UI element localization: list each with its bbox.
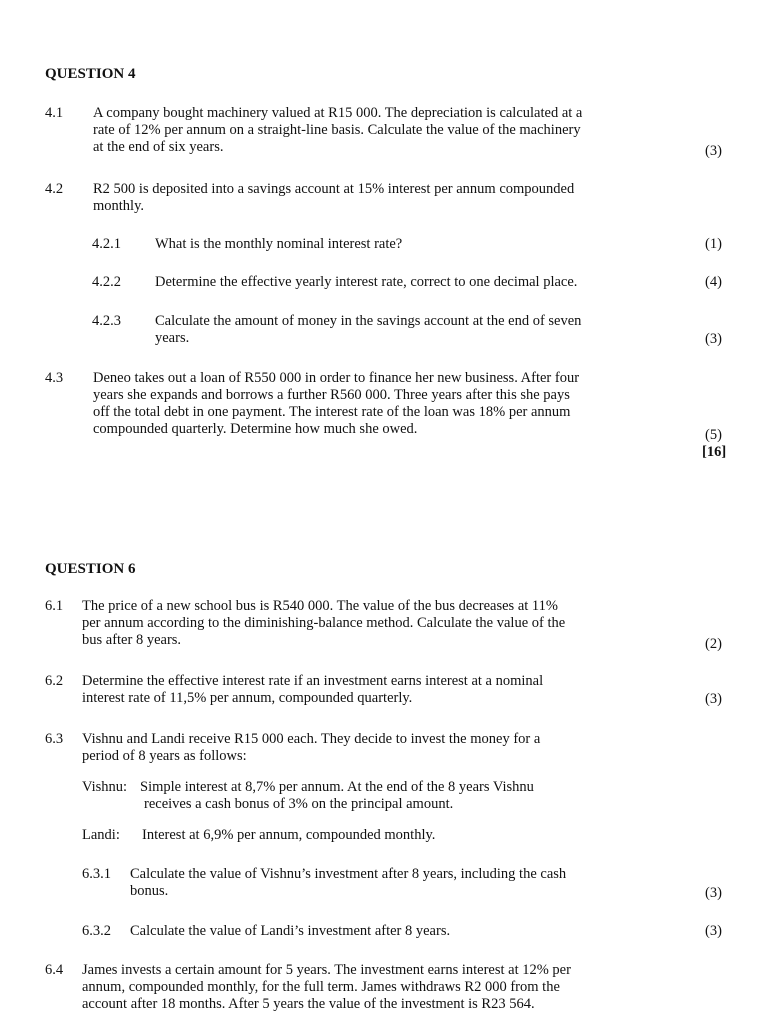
text-line: compounded quarterly. Determine how much she owed. [93,421,418,437]
text-line: interest rate of 11,5% per annum, compounded quarterly. [82,690,413,706]
sub-item-text [155,274,577,291]
mark-allocation: (3) [705,691,722,707]
sub-item-text [130,866,566,900]
sub-item-text [155,313,581,347]
sub-item-number: 4.2.2 [92,274,121,290]
text-line: Simple interest at 8,7% per annum. At the end of the 8 years Vishnu [140,779,534,795]
text-line: monthly. [93,198,145,214]
question-total: [16] [702,444,727,460]
mark-allocation: (3) [705,331,722,347]
item-number: 4.1 [45,105,64,121]
text-line: per annum according to the diminishing-balance method. Calculate the value of the [82,615,566,631]
text-line: years she expands and borrows a further R560 000. Three years after this she pays [93,387,570,403]
text-line: Determine the effective yearly interest rate, correct to one decimal place. [155,274,578,290]
vishnu-text [140,779,534,813]
text-line: period of 8 years as follows: [82,748,247,764]
item-number: 6.4 [45,962,64,978]
mark-allocation: (3) [705,143,722,159]
text-line: years. [155,330,190,346]
text-line: R2 500 is deposited into a savings account at 15% interest per annum compounded [93,181,575,197]
item-text [82,962,571,1013]
text-line: bonus. [130,883,169,899]
text-line: Calculate the value of Vishnu’s investment after 8 years, including the cash [130,866,567,882]
item-number: 4.3 [45,370,64,386]
mark-allocation: (4) [705,274,722,290]
item-number: 6.2 [45,673,64,689]
sub-item-number: 6.3.2 [82,923,111,939]
item-text [93,181,574,215]
mark-allocation: (5) [705,427,722,443]
item-number: 4.2 [45,181,64,197]
text-line: Calculate the amount of money in the savings account at the end of seven [155,313,582,329]
sub-item-number: 4.2.1 [92,236,121,252]
text-line: A company bought machinery valued at R15 000. The depreciation is calculated at a [93,105,583,121]
question-6-heading: QUESTION 6 [45,561,136,577]
text-line: Interest at 6,9% per annum, compounded monthly. [142,827,436,843]
mark-allocation: (3) [705,885,722,901]
item-number: 6.1 [45,598,64,614]
text-line: Calculate the value of Landi’s investment after 8 years. [130,923,451,939]
mark-allocation: (3) [705,923,722,939]
text-line: at the end of six years. [93,139,224,155]
text-line: Determine the effective interest rate if an investment earns interest at a nominal [82,673,544,689]
text-line: annum, compounded monthly, for the full term. James withdraws R2 000 from the [82,979,560,995]
text-line: What is the monthly nominal interest rate? [155,236,403,252]
vishnu-label: Vishnu: [82,779,128,795]
item-text [82,598,565,649]
text-line: James invests a certain amount for 5 years. The investment earns interest at 12% per [82,962,571,978]
sub-item-number: 4.2.3 [92,313,121,329]
text-line: bus after 8 years. [82,632,182,648]
sub-item-text [155,236,402,253]
item-text [93,370,579,438]
text-line: rate of 12% per annum on a straight-line basis. Calculate the value of the machinery [93,122,581,138]
item-text [82,731,540,765]
text-line: account after 18 months. After 5 years the value of the investment is R23 564. [82,996,535,1012]
sub-item-text [130,923,450,940]
mark-allocation: (1) [705,236,722,252]
mark-allocation: (2) [705,636,722,652]
text-line: receives a cash bonus of 3% on the principal amount. [144,796,454,812]
landi-text [142,827,435,844]
item-text [93,105,582,156]
question-4-heading: QUESTION 4 [45,66,136,82]
text-line: The price of a new school bus is R540 000. The value of the bus decreases at 11% [82,598,558,614]
item-text [82,673,543,707]
text-line: Vishnu and Landi receive R15 000 each. They decide to invest the money for a [82,731,541,747]
item-number: 6.3 [45,731,64,747]
sub-item-number: 6.3.1 [82,866,111,882]
text-line: off the total debt in one payment. The interest rate of the loan was 18% per annum [93,404,571,420]
landi-label: Landi: [82,827,120,843]
text-line: Deneo takes out a loan of R550 000 in order to finance her new business. After four [93,370,580,386]
